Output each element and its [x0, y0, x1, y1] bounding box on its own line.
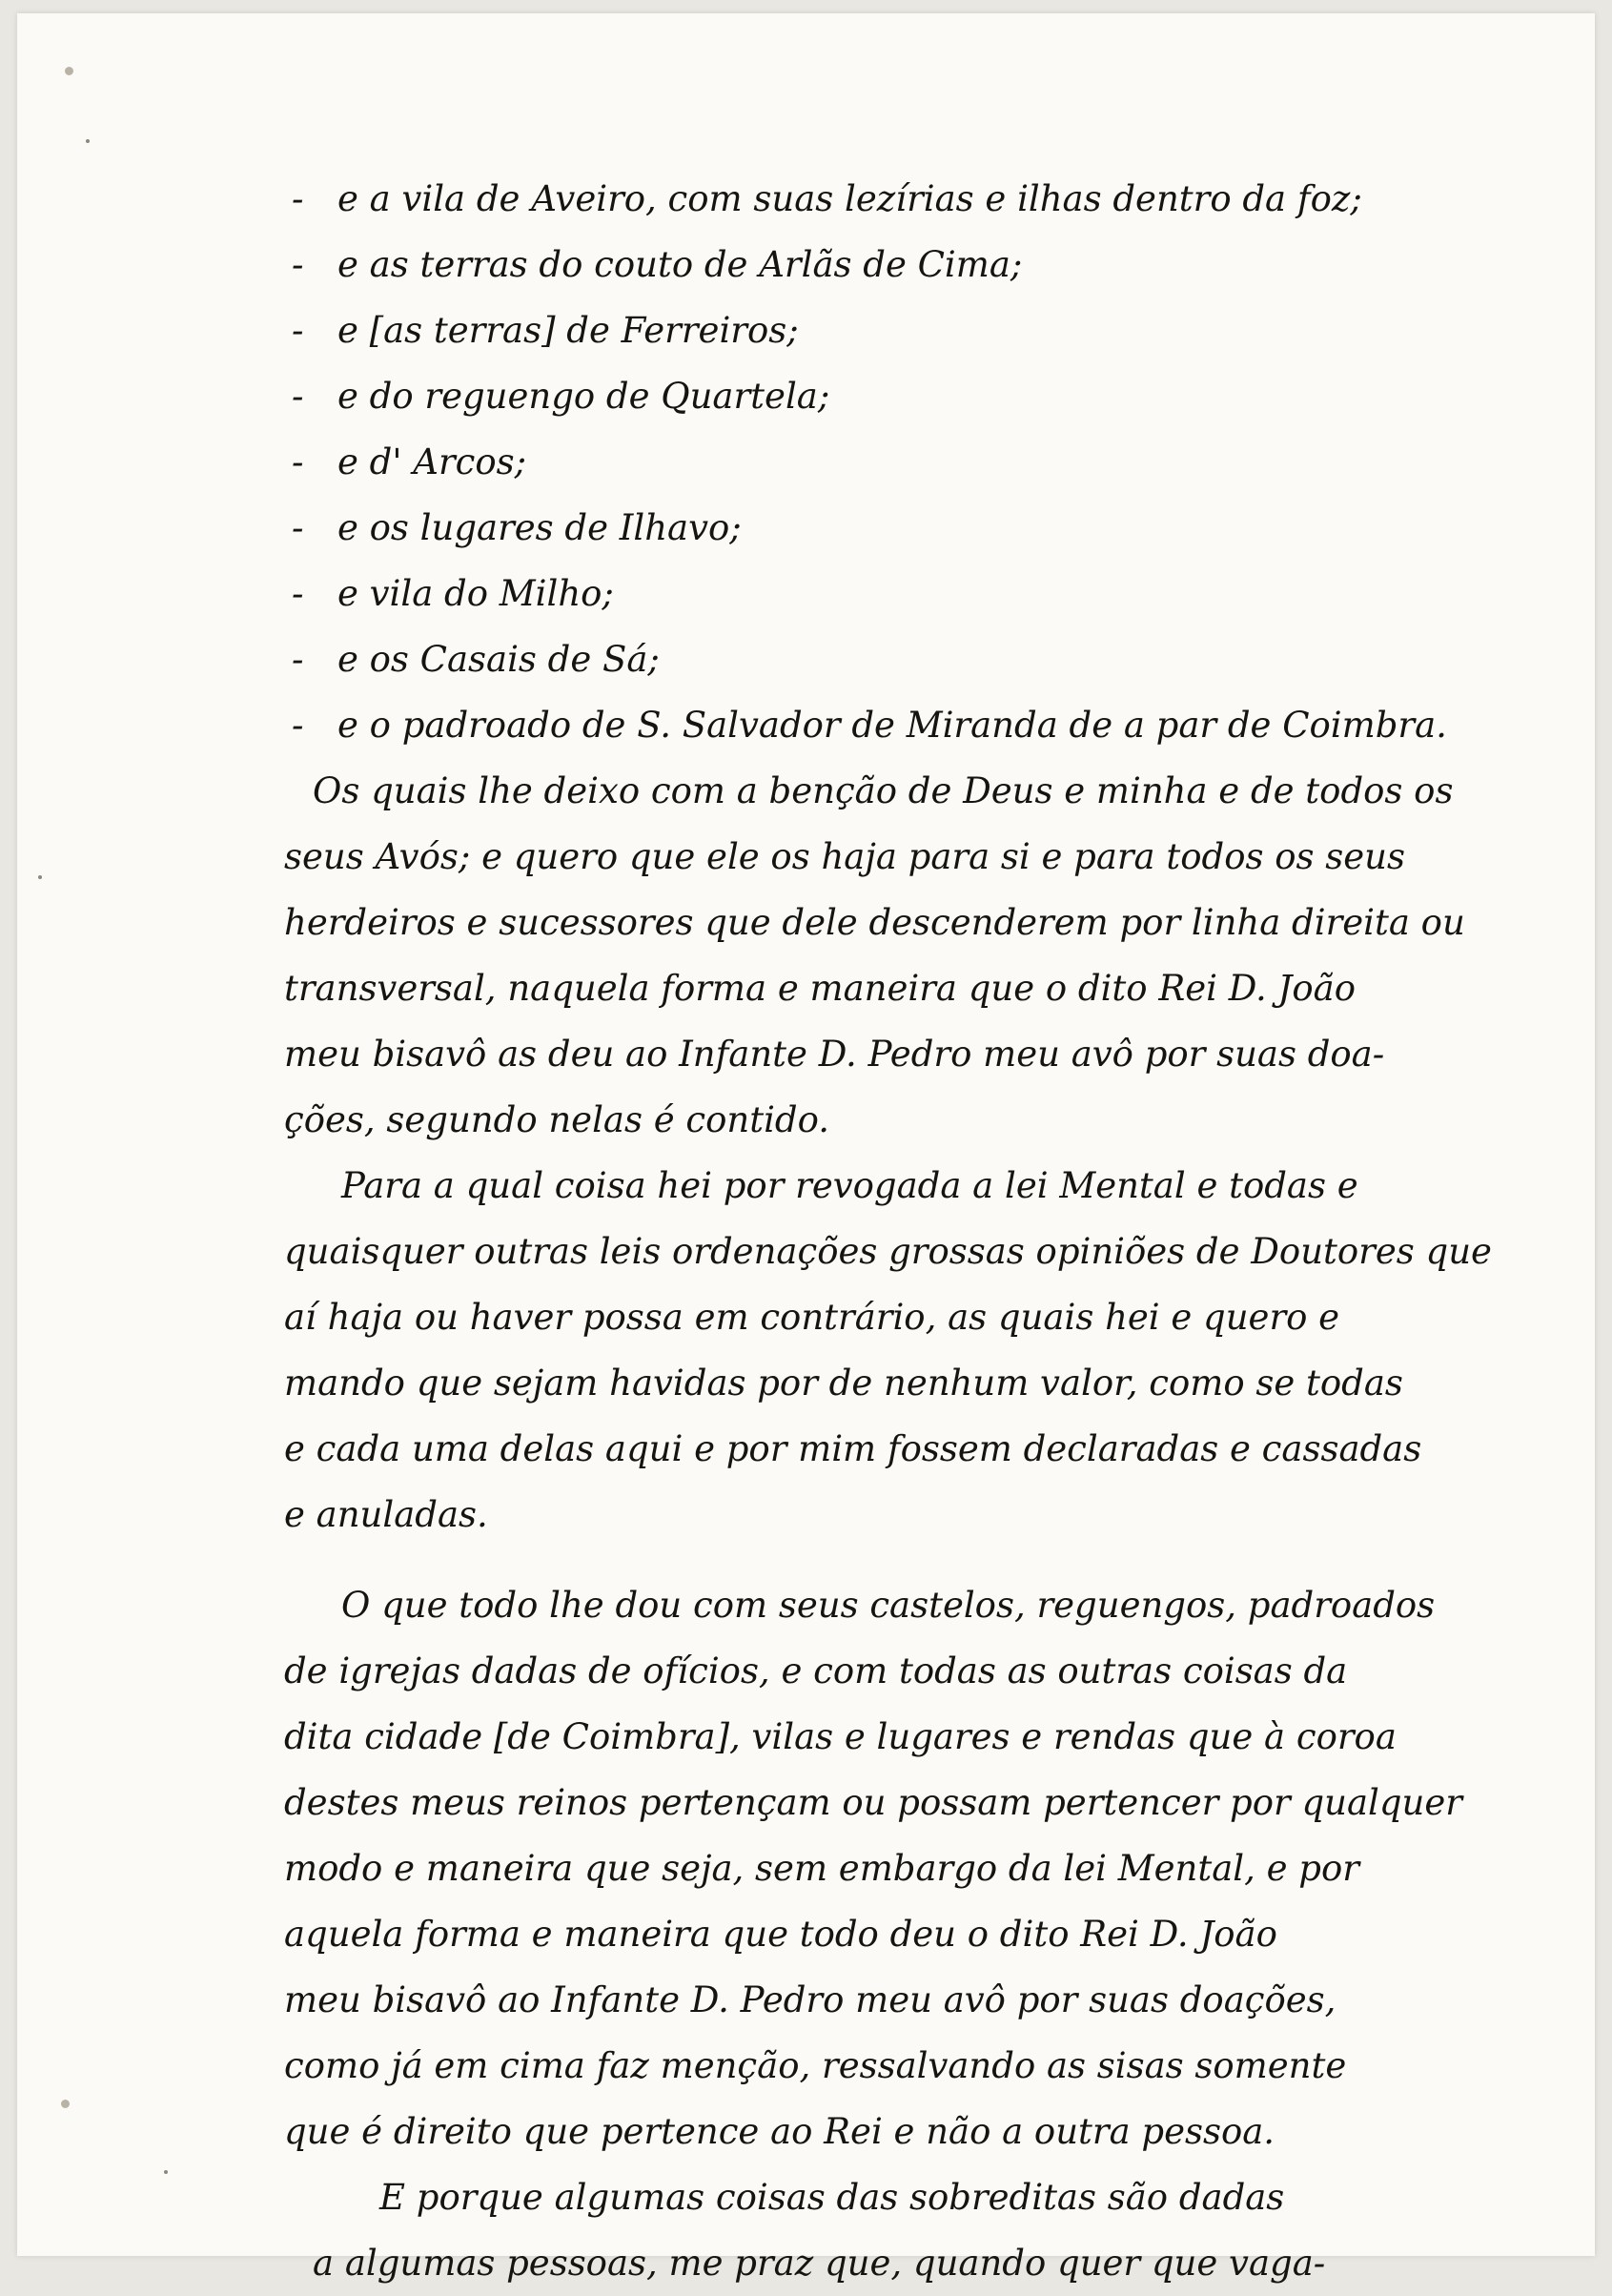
list-item: - e os Casais de Sá; [284, 626, 1485, 692]
dash-marker: - [292, 705, 304, 746]
text-line: ções, segundo nelas é contido. [284, 1099, 829, 1140]
text-line: O que todo lhe dou com seus castelos, reguengos, padroados [341, 1585, 1436, 1626]
dash-marker: - [292, 639, 304, 680]
text-line: a algumas pessoas, me praz que, quando quer que vaga- [313, 2243, 1326, 2284]
list-item: - e d' Arcos; [284, 429, 1485, 495]
list-item: - e a vila de Aveiro, com suas lezírias e ilhas dentro da foz; [284, 166, 1485, 232]
text-line: quaisquer outras leis ordenações grossas opiniões de Doutores que [284, 1231, 1492, 1272]
text-line: Os quais lhe deixo com a benção de Deus e minha e de todos os [313, 770, 1454, 811]
text-line: seus Avós; e quero que ele os haja para si e para todos os seus [284, 836, 1405, 877]
manuscript-page [17, 13, 1595, 2284]
text-line: E porque algumas coisas das sobreditas são dadas [379, 2177, 1285, 2218]
list-item: - e o padroado de S. Salvador de Miranda de a par de Coimbra. [284, 692, 1485, 758]
text-line: transversal, naquela forma e maneira que o dito Rei D. João [284, 968, 1357, 1009]
list-item: - e do reguengo de Quartela; [284, 363, 1485, 429]
list-item: - e as terras do couto de Arlãs de Cima; [284, 232, 1485, 297]
paragraph-gap [284, 1548, 1485, 1572]
dash-marker: - [292, 507, 304, 548]
text-line: aí haja ou haver possa em contrário, as quais hei e quero e [284, 1297, 1340, 1338]
binder-hole-top [65, 67, 73, 75]
text-line: Para a qual coisa hei por revogada a lei Mental e todas e [341, 1165, 1358, 1206]
text-line: de igrejas dadas de ofícios, e com todas as outras coisas da [284, 1650, 1348, 1691]
text-line: mando que sejam havidas por de nenhum valor, como se todas [284, 1363, 1403, 1404]
dash-marker: - [292, 376, 304, 417]
handwritten-text [284, 166, 1492, 2296]
text-line: meu bisavô as deu ao Infante D. Pedro meu avô por suas doa- [284, 1034, 1385, 1075]
list-item: - e vila do Milho; [284, 561, 1485, 626]
dash-marker: - [292, 573, 304, 614]
binder-hole-bottom [61, 2100, 70, 2108]
paragraph-1 [284, 758, 1485, 1153]
paragraph-3 [284, 1572, 1485, 2164]
paper-speck [38, 875, 42, 879]
dash-marker: - [292, 441, 304, 482]
text-line: meu bisavô ao Infante D. Pedro meu avô por suas doações, [284, 1979, 1337, 2020]
text-line: destes meus reinos pertençam ou possam pertencer por qualquer [284, 1782, 1462, 1823]
text-line: e anuladas. [284, 1494, 488, 1535]
list-item: - e os lugares de Ilhavo; [284, 495, 1485, 561]
dash-marker: - [292, 310, 304, 351]
paragraph-2 [284, 1153, 1492, 1548]
text-line: e cada uma delas aqui e por mim fossem declaradas e cassadas [284, 1428, 1422, 1469]
text-line: modo e maneira que seja, sem embargo da lei Mental, e por [284, 1848, 1359, 1889]
paper-speck [164, 2170, 168, 2174]
text-line: herdeiros e sucessores que dele descenderem por linha direita ou [284, 902, 1465, 943]
paragraph-4 [284, 2164, 1485, 2296]
dash-marker: - [292, 178, 304, 219]
place-list [284, 166, 1485, 758]
list-item: - e [as terras] de Ferreiros; [284, 297, 1485, 363]
text-line: como já em cima faz menção, ressalvando as sisas somente [284, 2045, 1347, 2086]
paper-speck [86, 139, 90, 143]
text-line: dita cidade [de Coimbra], vilas e lugares e rendas que à coroa [284, 1716, 1397, 1757]
text-line: aquela forma e maneira que todo deu o dito Rei D. João [284, 1914, 1277, 1955]
text-line: que é direito que pertence ao Rei e não a outra pessoa. [284, 2111, 1275, 2152]
dash-marker: - [292, 244, 304, 285]
